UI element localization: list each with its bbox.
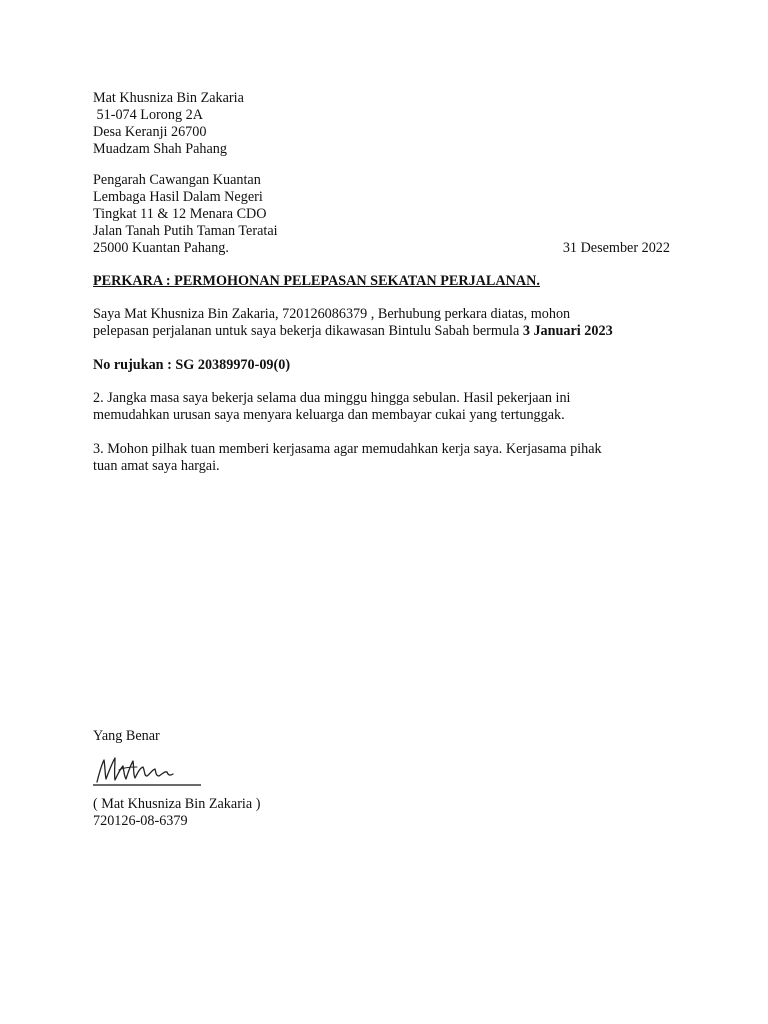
- ic-number: 720126-08-6379: [93, 813, 188, 829]
- paragraph2-line1: 2. Jangka masa saya bekerja selama dua minggu hingga sebulan. Hasil pekerjaan ini: [93, 390, 571, 406]
- paragraph3-line1: 3. Mohon pilhak tuan memberi kerjasama agar memudahkan kerja saya. Kerjasama pihak: [93, 441, 602, 457]
- paragraph1-start-date: 3 Januari 2023: [522, 323, 613, 339]
- paragraph1-line2: [93, 323, 613, 340]
- paragraph1-line2-text: pelepasan perjalanan untuk saya bekerja dikawasan Bintulu Sabah bermula: [93, 323, 523, 339]
- recipient-line1: Pengarah Cawangan Kuantan: [93, 172, 261, 188]
- sender-address-line3: Muadzam Shah Pahang: [93, 141, 227, 157]
- signature-name: ( Mat Khusniza Bin Zakaria ): [93, 796, 261, 812]
- sender-address-line2: Desa Keranji 26700: [93, 124, 207, 140]
- signature: [93, 752, 203, 788]
- reference-number: No rujukan : SG 20389970-09(0): [93, 357, 291, 373]
- paragraph3-line2: tuan amat saya hargai.: [93, 458, 220, 474]
- recipient-line5: 25000 Kuantan Pahang.: [93, 240, 229, 256]
- recipient-line4: Jalan Tanah Putih Taman Teratai: [93, 223, 278, 239]
- sender-name: Mat Khusniza Bin Zakaria: [93, 90, 244, 106]
- paragraph2-line2: memudahkan urusan saya menyara keluarga dan membayar cukai yang tertunggak.: [93, 407, 565, 423]
- recipient-line2: Lembaga Hasil Dalam Negeri: [93, 189, 263, 205]
- closing-text: Yang Benar: [93, 728, 160, 744]
- signature-drawing: [93, 752, 203, 788]
- paragraph1-line1: Saya Mat Khusniza Bin Zakaria, 720126086379 , Berhubung perkara diatas, mohon: [93, 306, 571, 322]
- recipient-line3: Tingkat 11 & 12 Menara CDO: [93, 206, 267, 222]
- sender-address-line1: 51-074 Lorong 2A: [93, 107, 203, 123]
- letter-date: 31 Desember 2022: [562, 240, 670, 256]
- letter-subject: PERKARA : PERMOHONAN PELEPASAN SEKATAN PERJALANAN.: [93, 273, 540, 289]
